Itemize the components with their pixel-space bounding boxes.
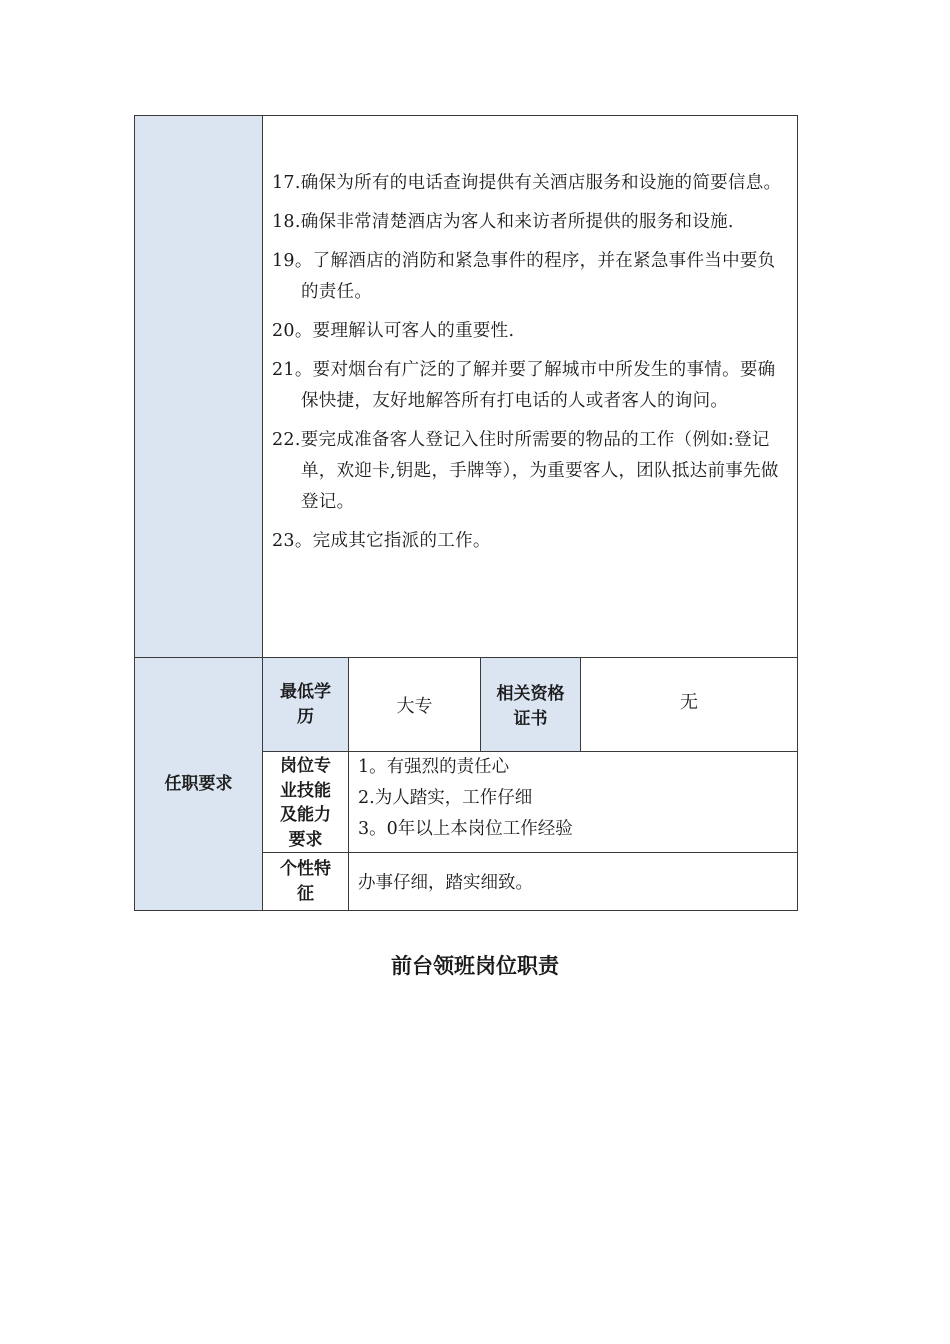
- personality-label-cell: [262, 852, 349, 911]
- personality-label: 个性特征: [280, 858, 331, 904]
- personality-value: 办事仔细，踏实细致。: [358, 873, 533, 893]
- duty-item: 23。完成其它指派的工作。: [272, 531, 491, 551]
- duty-item: 22.要完成准备客人登记入住时所需要的物品的工作（例如:登记单，欢迎卡,钥匙，手牌等），为重要客人，团队抵达前事先做登记。: [272, 430, 779, 512]
- skill-item: 3。0年以上本岗位工作经验: [358, 819, 573, 839]
- section-heading: 前台领班岗位职责: [391, 954, 559, 978]
- duty-item: 19。了解酒店的消防和紧急事件的程序，并在紧急事件当中要负的责任。: [272, 251, 776, 302]
- certificate-label-cell: [480, 657, 581, 752]
- duties-cell: [262, 115, 798, 658]
- certificate-label: 相关资格证书: [496, 684, 565, 729]
- duty-item: 20。要理解认可客人的重要性.: [272, 321, 515, 341]
- skills-label-cell: [262, 751, 349, 853]
- duty-item: 21。要对烟台有广泛的了解并要了解城市中所发生的事情。要确保快捷，友好地解答所有打电话的人或者客人的询问。: [272, 360, 776, 411]
- requirements-label: 任职要求: [164, 773, 233, 794]
- duty-item: 17.确保为所有的电话查询提供有关酒店服务和设施的简要信息。: [272, 173, 782, 193]
- certificate-value-cell: [580, 657, 798, 752]
- skills-label: 岗位专业技能及能力要求: [280, 756, 331, 850]
- personality-cell: [348, 852, 798, 911]
- skill-item: 2.为人踏实，工作仔细: [358, 788, 533, 808]
- education-label: 最低学历: [280, 681, 331, 727]
- duties-side-cell: [134, 115, 263, 658]
- education-value-cell: [348, 657, 481, 752]
- duty-item: 18.确保非常清楚酒店为客人和来访者所提供的服务和设施.: [272, 212, 734, 232]
- skill-item: 1。有强烈的责任心: [358, 757, 510, 777]
- requirements-label-cell: [134, 657, 263, 911]
- education-value: 大专: [396, 695, 433, 717]
- skills-cell: [348, 751, 798, 853]
- education-label-cell: [262, 657, 349, 752]
- certificate-value: 无: [680, 692, 698, 713]
